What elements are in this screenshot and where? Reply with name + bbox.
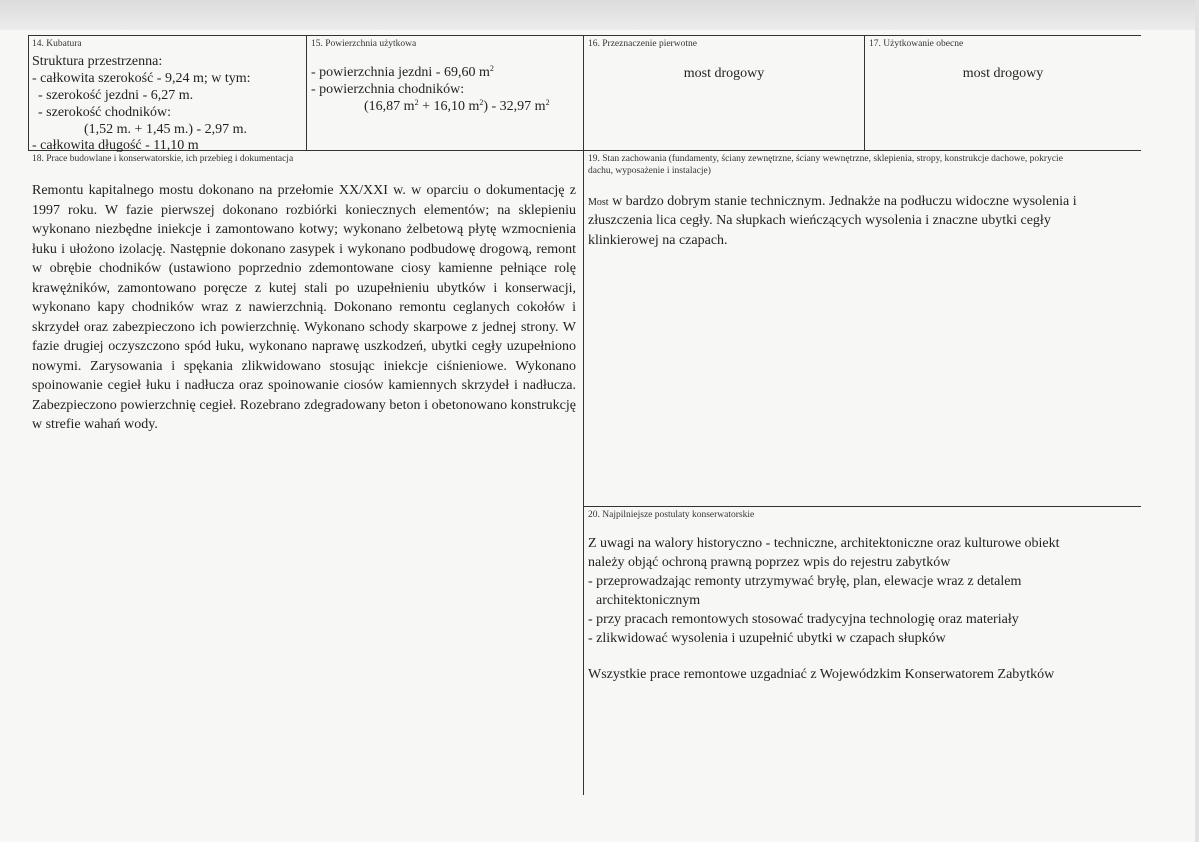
- postulaty-line-2: należy objąć ochroną prawną poprzez wpis do rejestru zabytków: [588, 555, 951, 570]
- postulaty-line-3: - przeprowadzając remonty utrzymywać bryłę, plan, elewacje wraz z detalem: [588, 574, 1022, 589]
- scan-right-edge: [1195, 0, 1199, 842]
- grid-col1-line: [306, 35, 307, 151]
- cell-19-label-1: 19. Stan zachowania (fundamenty, ściany zewnętrzne, ściany wewnętrzne, sklepienia, stropy, konstrukcje dachowe, pokrycie: [588, 154, 1063, 164]
- postulaty-line-6: - zlikwidować wysolenia i uzupełnić ubytki w czapach słupków: [588, 631, 946, 646]
- postulaty-line-5: - przy pracach remontowych stosować tradycyjna technologię oraz materiały: [588, 612, 1019, 627]
- cell-14-label: 14. Kubatura: [32, 39, 82, 49]
- kubatura-line-2: - całkowita szerokość - 9,24 m; w tym:: [32, 71, 251, 86]
- cell-20-label: 20. Najpilniejsze postulaty konserwatorskie: [588, 510, 755, 520]
- grid-c20-line: [583, 506, 1141, 507]
- postulaty-final: Wszystkie prace remontowe uzgadniać z Wojewódzkim Konserwatorem Zabytków: [588, 667, 1055, 682]
- prace-budowlane-text: Remontu kapitalnego mostu dokonano na przełomie XX/XXI w. w oparciu o dokumentację z 1997 roku. W fazie pierwszej dokonano rozbiórki koniecznych elementów; na sklepieniu wykonano niezbędne iniekcje i zamontowano kotwy; wykonano żelbetową płytę wzmocnienia łuku i ułożono izolację. Następnie dokonano zasypek i wykonano podbudowę drogową, remont w obrębie chodników (ustawiono poprzednio zdemontowane ciosy kamienne pełniące rolę krawężników, zamontowano poręcze z kutej stali po uzupełnieniu ubytków i konserwacji, wykonano kapy chodników wraz z nawierzchnią. Dokonano remontu ceglanych cokołów i skrzydeł oraz zabezpieczono ich powierzchnię. Wykonano schody skarpowe z jednej strony. W fazie drugiej oczyszczono spód łuku, wykonano naprawę uszkodzeń, ubytki cegły uzupełniono nowymi. Zarysowania i spękania zlikwidowano stosując iniekcje ciśnieniowe. Wykonano spoinowanie cegieł łuku i nadłucza oraz spoinowanie ciosów kamiennych skrzydeł i nadłucza. Zabezpieczono powierzchnię cegieł. Rozebrano zdegradowany beton i obetonowano konstrukcję w strefie wahań wody.: [32, 183, 576, 432]
- cell-18-label: 18. Prace budowlane i konserwatorskie, ich przebieg i dokumentacja: [32, 154, 294, 164]
- powierzchnia-formula: (16,87 $m^2 + 16,10$ $m^2) - 32,97$ $m^2$: [364, 98, 550, 114]
- powierzchnia-jezdni: - powierzchnia jezdni - 69,60 $m^2$: [311, 64, 494, 80]
- powierzchnia-chodnikow: - powierzchnia chodników:: [311, 82, 465, 97]
- kubatura-line-4: - szerokość chodników:: [38, 105, 171, 120]
- grid-left-line: [28, 35, 29, 151]
- grid-col2-line: [583, 35, 584, 795]
- uzytkowanie-value: most drogowy: [962, 66, 1044, 81]
- kubatura-line-1: Struktura przestrzenna:: [32, 54, 163, 69]
- cell-19-label-2: dachu, wyposażenie i instalacje): [588, 166, 711, 176]
- grid-top-line: [28, 35, 1141, 36]
- postulaty-line-4: architektonicznym: [596, 593, 701, 608]
- kubatura-line-5: (1,52 m. + 1,45 m.) - 2,97 m.: [84, 122, 248, 137]
- stan-line-2: złuszczenia lica cegły. Na słupkach wieńczących wysolenia i znaczne ubytki cegły: [588, 213, 1051, 228]
- scan-top-band: [0, 0, 1199, 30]
- grid-col3-line: [864, 35, 865, 151]
- kubatura-line-6: - całkowita długość - 11,10 m: [32, 138, 199, 153]
- stan-line-1: Most w bardzo dobrym stanie technicznym. Jednakże na podłuczu widoczne wysolenia i: [588, 194, 1077, 209]
- postulaty-line-1: Z uwagi na walory historyczno - techniczne, architektoniczne oraz kulturowe obiekt: [588, 536, 1060, 551]
- cell-16-label: 16. Przeznaczenie pierwotne: [588, 39, 697, 49]
- stan-line-3: klinkierowej na czapach.: [588, 233, 728, 248]
- cell-17-label: 17. Użytkowanie obecne: [869, 39, 964, 49]
- cell-15-label: 15. Powierzchnia użytkowa: [311, 39, 417, 49]
- przeznaczenie-value: most drogowy: [683, 66, 765, 81]
- kubatura-line-3: - szerokość jezdni - 6,27 m.: [38, 88, 194, 103]
